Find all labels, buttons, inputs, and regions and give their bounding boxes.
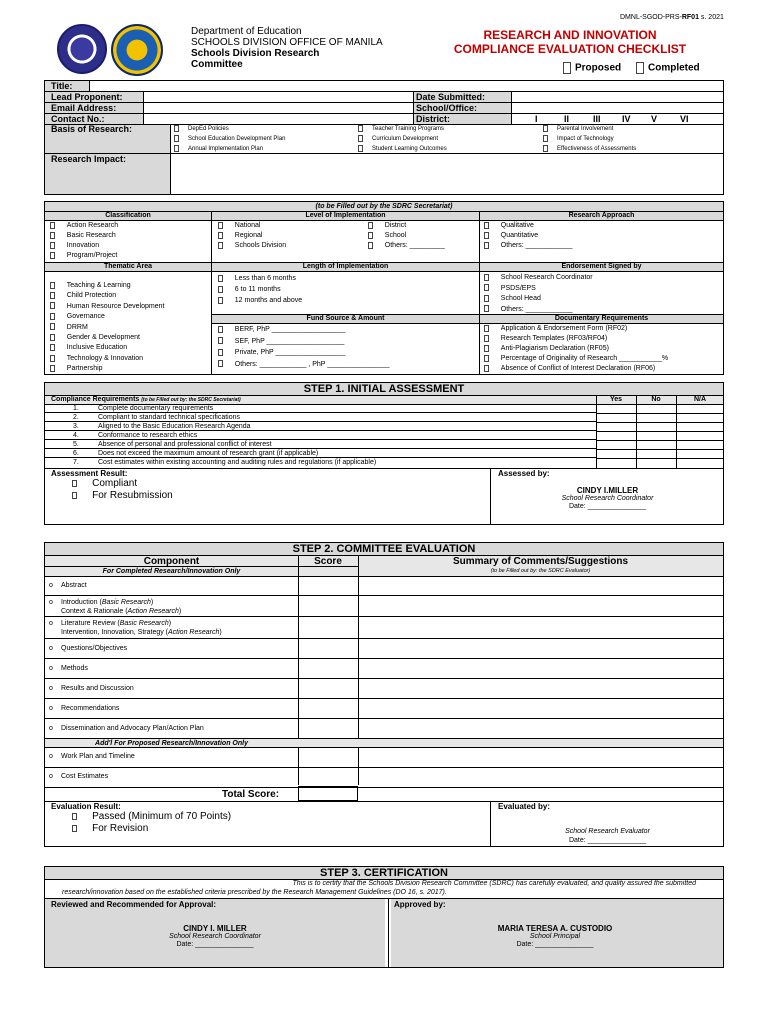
na-header: N/A (693, 396, 707, 403)
district-option[interactable]: VI (680, 114, 689, 124)
length-options[interactable]: Less than 6 months 6 to 11 months 12 months and above (218, 273, 302, 306)
proposed-option[interactable]: Proposed (563, 62, 621, 74)
assessor-name: CINDY I.MILLER (576, 486, 639, 495)
table-row: o Abstract (45, 576, 723, 596)
assessment-result-options[interactable]: Compliant For Resubmission (72, 478, 173, 502)
completed-only-label: For Completed Research/Innovation Only (102, 568, 241, 575)
total-score-box[interactable] (298, 786, 358, 801)
contact-label: Contact No.: (51, 114, 105, 124)
school-office-label: School/Office: (416, 103, 478, 113)
title-label: Title: (51, 81, 73, 91)
table-row: o Cost Estimates (45, 768, 723, 788)
basis-column-2[interactable]: Teacher Training Programs Curriculum Development Student Learning Outcomes (358, 124, 447, 154)
evaluation-result-label: Evaluation Result: (51, 802, 121, 811)
length-header: Length of Implementation (302, 263, 389, 270)
summary-header: Summary of Comments/Suggestions (452, 556, 629, 567)
approver-role: School Principal (529, 933, 581, 940)
approver-name: MARIA TERESA A. CUSTODIO (497, 924, 613, 933)
table-row: o Questions/Objectives (45, 639, 723, 659)
date-submitted-label: Date Submitted: (416, 92, 486, 102)
yes-header: Yes (609, 396, 623, 403)
basis-column-3[interactable]: Parental Involvement Impact of Technology Effectiveness of Assessments (543, 124, 636, 154)
step3-title: STEP 3. CERTIFICATION (45, 867, 723, 879)
step1-title: STEP 1. INITIAL ASSESSMENT (45, 383, 723, 395)
table-row: o Work Plan and Timeline (45, 748, 723, 768)
sdo-manila-seal-logo (111, 24, 163, 76)
docreq-options[interactable]: Application & Endorsement Form (RF02) Research Templates (RF03/RF04) Anti-Plagiarism Declaration (RF05) Percentage of Originality of Research ___________% Absence of Conflict of Interest Declaration (RF06) (484, 324, 668, 374)
endorse-options[interactable]: School Research Coordinator PSDS/EPS School Head Others: ____________ (484, 273, 593, 315)
compliance-req-label: Compliance Requirements (to be Filled out by: the SDRC Secretariat) (51, 396, 241, 403)
basis-label: Basis of Research: (51, 124, 133, 134)
certification-text: This is to certify that the Schools Division Research Committee (SDRC) has carefully evaluated, and quality assured the submitted research/innovation based on the established criteria prescribed by the Research Management Guidelines (DO 16, s. 2017). (62, 880, 696, 896)
form-title-line2: COMPLIANCE EVALUATION CHECKLIST (453, 42, 687, 56)
assessment-result-label: Assessment Result: (51, 469, 128, 478)
checkbox-icon (636, 62, 644, 74)
total-score-label: Total Score: (222, 789, 280, 800)
approach-options[interactable]: Qualitative Quantitative Others: ____________ (484, 221, 572, 251)
level-options-1[interactable]: National Regional Schools Division (218, 221, 286, 251)
table-row: o Introduction (Basic Research) Context & Rationale (Action Research) (45, 596, 723, 617)
sdrc-note: (to be Filled out by the SDRC Secretariat) (45, 202, 723, 211)
approach-header: Research Approach (568, 212, 635, 219)
district-options[interactable] (535, 114, 709, 124)
classification-header: Classification (105, 212, 151, 219)
table-row: o Dissemination and Advocacy Plan/Action Plan (45, 719, 723, 739)
evaluator-date: Date: _______________ (568, 837, 647, 844)
table-row: o Results and Discussion (45, 679, 723, 699)
thematic-header: Thematic Area (104, 263, 152, 270)
impact-label: Research Impact: (51, 154, 127, 164)
classification-options[interactable]: Action Research Basic Research Innovation Program/Project (50, 221, 118, 261)
reviewer-name: CINDY I. MILLER (183, 924, 247, 933)
level-header: Level of Implementation (305, 212, 386, 219)
checkbox-icon (563, 62, 571, 74)
evaluator-role: School Research Evaluator (565, 828, 650, 835)
evaluated-by-label: Evaluated by: (498, 802, 551, 811)
table-row: o Methods (45, 659, 723, 679)
component-rows (45, 576, 723, 788)
component-header: Component (143, 556, 200, 567)
docreq-header: Documentary Requirements (554, 315, 649, 322)
district-option[interactable]: II (564, 114, 570, 124)
table-row: o Literature Review (Basic Research) Intervention, Innovation, Strategy (Action Research) (45, 617, 723, 639)
lead-proponent-label: Lead Proponent: (51, 92, 123, 102)
reviewer-date: Date: _______________ (176, 941, 254, 948)
completed-option[interactable]: Completed (636, 62, 700, 74)
assessed-by-label: Assessed by: (498, 469, 550, 478)
deped-seal-logo (57, 24, 107, 74)
score-header: Score (314, 556, 342, 567)
fund-header: Fund Source & Amount (306, 315, 385, 322)
endorse-header: Endorsement Signed by (561, 263, 642, 270)
district-option[interactable]: IV (622, 114, 631, 124)
document-code: DMNL-SGOD-PRS-RF01 s. 2021 (620, 14, 724, 21)
evaluation-result-options[interactable]: Passed (Minimum of 70 Points) For Revision (72, 811, 231, 835)
org-name-line1: Department of Education (191, 26, 302, 37)
district-option[interactable]: I (535, 114, 538, 124)
org-name-line3: Schools Division Research (191, 48, 320, 59)
level-options-2[interactable]: District School Others: _________ (368, 221, 445, 251)
proposed-only-row: Add'l For Proposed Research/Innovation Only (45, 739, 723, 748)
org-name-line4: Committee (191, 59, 243, 70)
summary-note: (to be Filled out by: the SDRC Evaluator) (490, 568, 591, 574)
district-label: District: (416, 114, 451, 124)
thematic-options[interactable]: Teaching & Learning Child Protection Human Resource Development Governance DRRM Gender & Development Inclusive Education Technology & Innovation Partnership (50, 281, 164, 375)
assessor-role: School Research Coordinator (561, 495, 654, 502)
district-option[interactable]: V (651, 114, 658, 124)
basis-column-1[interactable]: DepEd Policies School Education Development Plan Annual Implementation Plan (174, 124, 285, 154)
org-name-line2: SCHOOLS DIVISION OFFICE OF MANILA (191, 37, 383, 48)
form-title-line1: RESEARCH AND INNOVATION (483, 28, 657, 42)
reviewer-role: School Research Coordinator (169, 933, 261, 940)
approved-label: Approved by: (394, 900, 446, 909)
no-header: No (651, 396, 661, 403)
step2-title: STEP 2. COMMITTEE EVALUATION (45, 543, 723, 555)
approver-date: Date: _______________ (516, 941, 594, 948)
assessor-date: Date: _______________ (568, 503, 647, 510)
district-option[interactable]: III (593, 114, 601, 124)
table-row: o Recommendations (45, 699, 723, 719)
fund-options[interactable]: BERF, PhP ___________________ SEF, PhP ____________________ Private, PhP __________________ Others: ____________ , PhP ________________ (218, 324, 390, 370)
reviewed-label: Reviewed and Recommended for Approval: (51, 900, 217, 909)
email-label: Email Address: (51, 103, 117, 113)
compliance-items: 1. Complete documentary requirements 2. Compliant to standard technical specifications 3. Aligned to the Basic Education Research Agenda 4. Conformance to research ethics 5. Absence of personal and professional conflict of interest 6. Does not exceed the maximum amount of research grant (if applicable) 7. Cost estimates within existing accounting and auditing rules and regulations (if applicable) (45, 404, 596, 467)
